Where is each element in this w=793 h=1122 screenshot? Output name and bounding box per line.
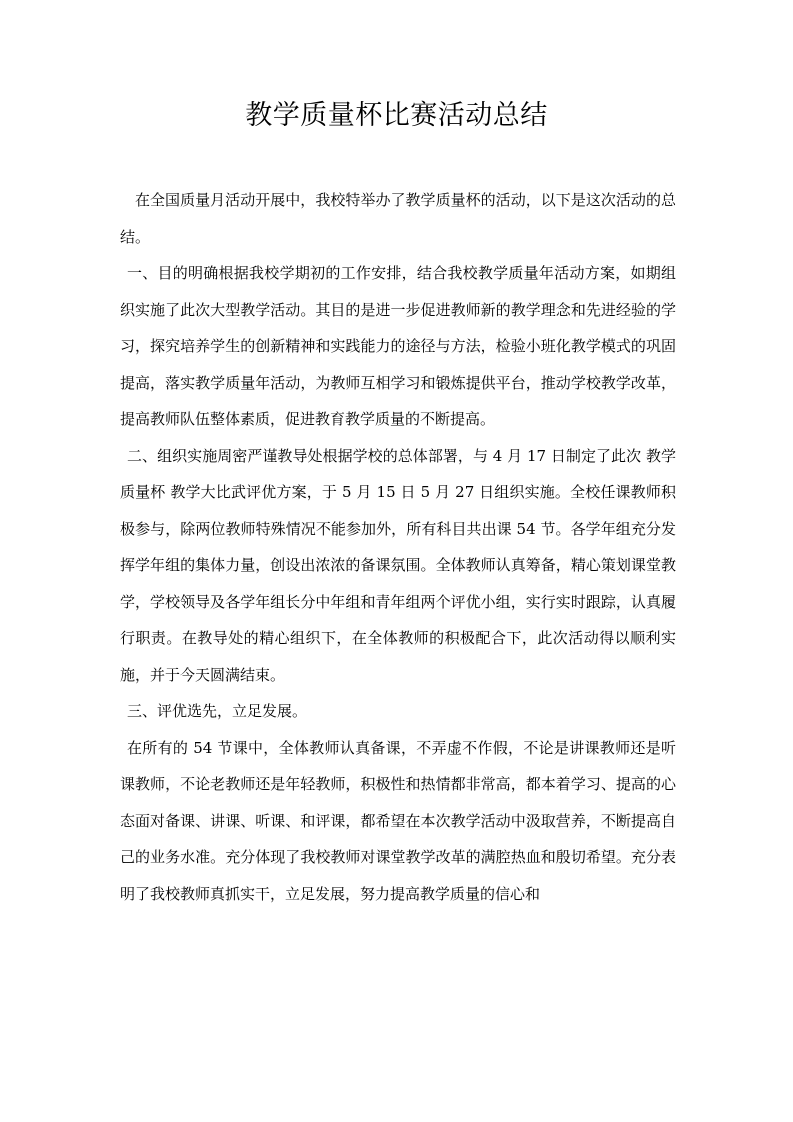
document-body — [120, 182, 676, 912]
section-two-paragraph: 二、组织实施周密严谨教导处根据学校的总体部署，与 4 月 17 日制定了此次 教学质量杯 教学大比武评优方案，于 5 月 15 日 5 月 27 日组织实施。全校任课教师积极参与，除两位教师特殊情况不能参加外，所有科目共出课 54 节。各学年组充分发挥学年组的集体力量，创设出浓浓的备课氛围。全体教师认真筹备，精心策划课堂教学，学校领导及各学年组长分中年组和青年组两个评优小组，实行实时跟踪，认真履行职责。在教导处的精心组织下，在全体教师的积极配合下，此次活动得以顺利实施，并于今天圆满结束。 — [120, 446, 676, 684]
section-one-paragraph: 一、目的明确根据我校学期初的工作安排，结合我校教学质量年活动方案，如期组织实施了此次大型教学活动。其目的是进一步促进教师新的教学理念和先进经验的学习，探究培养学生的创新精神和实践能力的途径与方法，检验小班化教学模式的巩固提高，落实教学质量年活动，为教师互相学习和锻炼提供平台，推动学校教学改革，提高教师队伍整体素质，促进教育教学质量的不断提高。 — [120, 264, 676, 428]
section-three-heading: 三、评优选先，立足发展。 — [127, 702, 308, 720]
intro-paragraph: 在全国质量月活动开展中，我校特举办了教学质量杯的活动，以下是这次活动的总结。 — [120, 191, 676, 246]
document-title: 教学质量杯比赛活动总结 — [245, 100, 548, 131]
section-three-paragraph: 在所有的 54 节课中，全体教师认真备课，不弄虚不作假，不论是讲课教师还是听课教师，不论老教师还是年轻教师，积极性和热情都非常高，都本着学习、提高的心态面对备课、讲课、听课、和评课，都希望在本次教学活动中汲取营养，不断提高自己的业务水准。充分体现了我校教师对课堂教学改革的满腔热血和殷切希望。充分表明了我校教师真抓实干，立足发展，努力提高教学质量的信心和 — [120, 738, 676, 903]
